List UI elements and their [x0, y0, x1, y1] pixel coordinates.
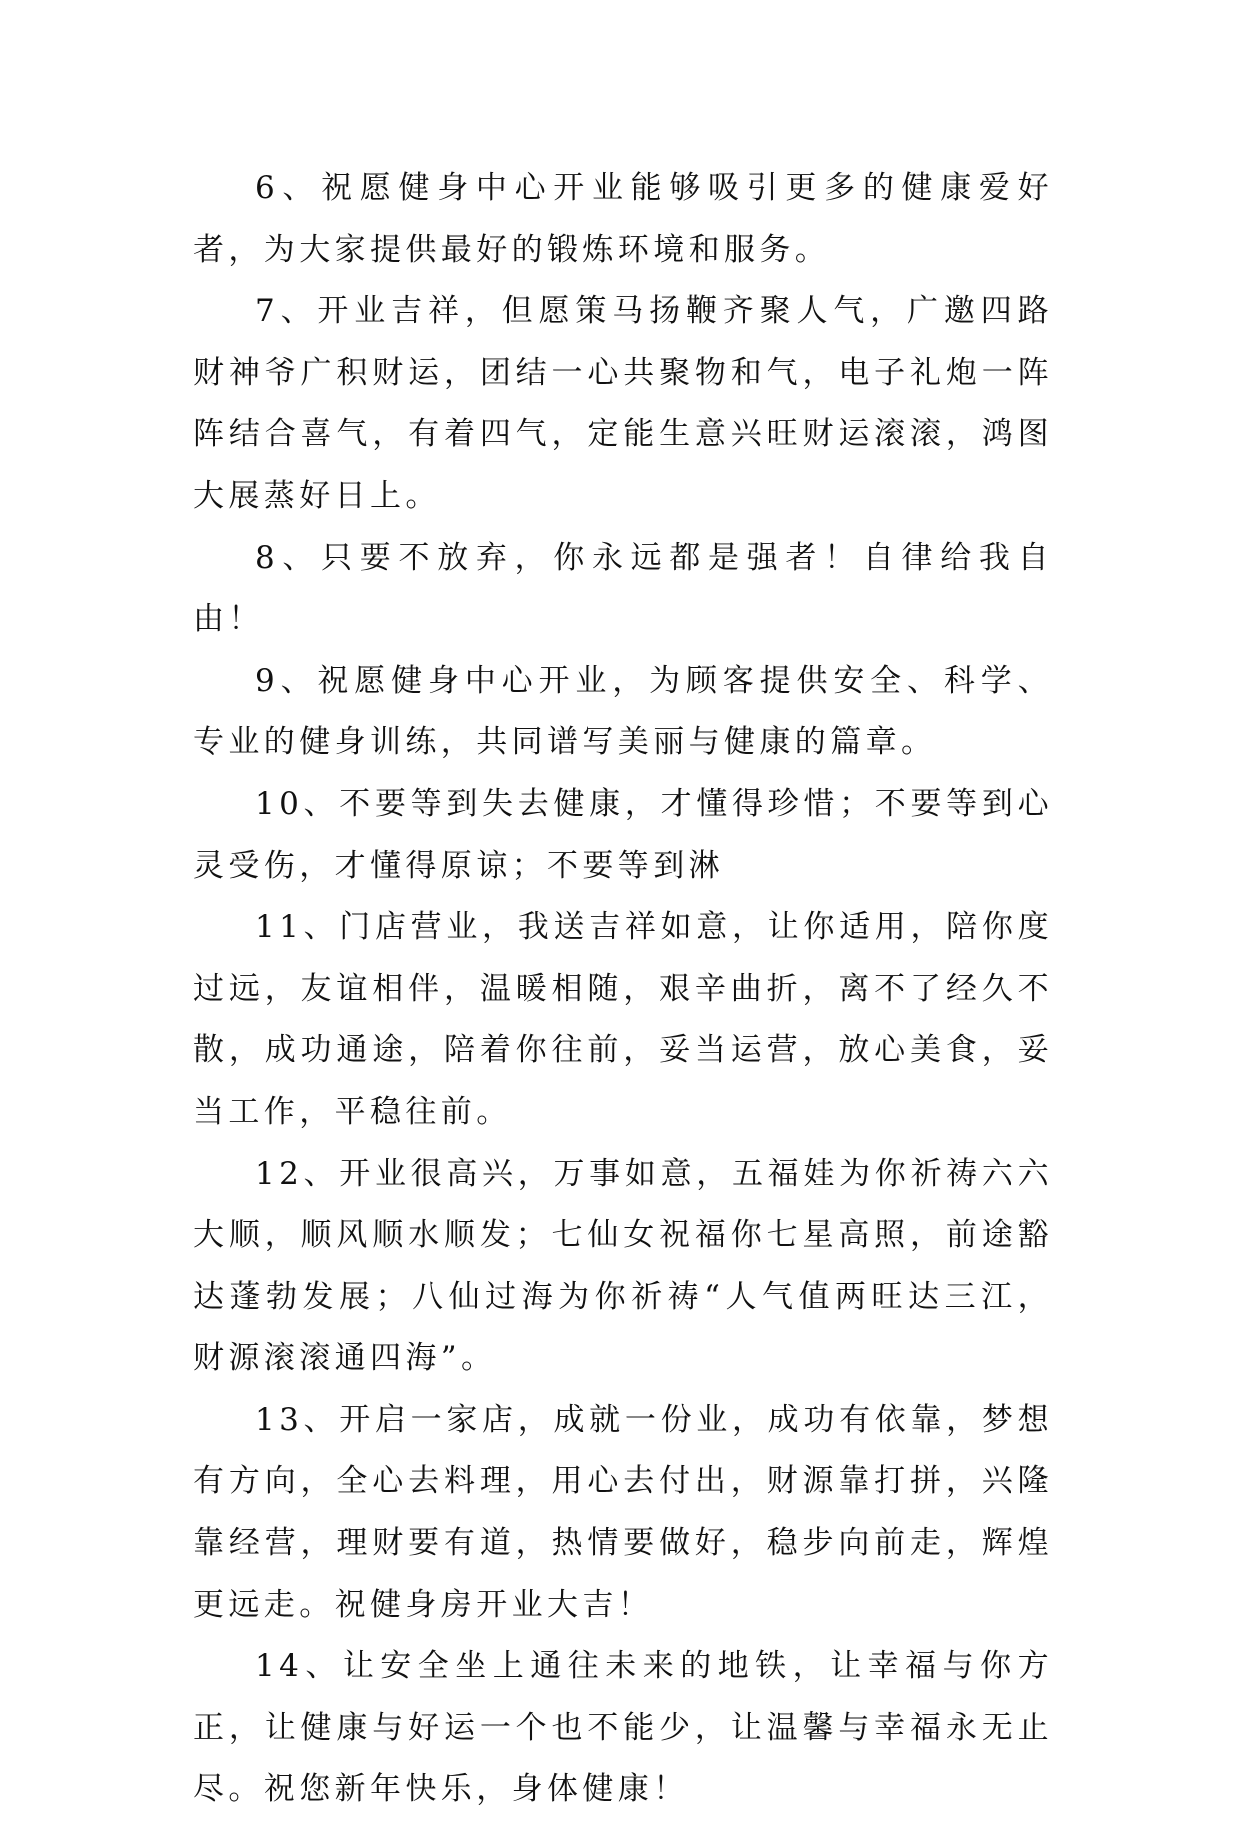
paragraph-6: 6、祝愿健身中心开业能够吸引更多的健康爱好者，为大家提供最好的锻炼环境和服务。: [193, 170, 1053, 268]
paragraph-13: 13、开启一家店，成就一份业，成功有依靠，梦想有方向，全心去料理，用心去付出，财源靠打拼，兴隆靠经营，理财要有道，热情要做好，稳步向前走，辉煌更远走。祝健身房开业大吉！: [193, 1401, 1053, 1623]
paragraph-12: 12、开业很高兴，万事如意，五福娃为你祈祷六六大顺，顺风顺水顺发；七仙女祝福你七星高照，前途豁达蓬勃发展；八仙过海为你祈祷“人气值两旺达三江，财源滚滚通四海”。: [193, 1155, 1053, 1377]
document-body: [193, 158, 1053, 1821]
paragraph-9: 9、祝愿健身中心开业，为顾客提供安全、科学、专业的健身训练，共同谱写美丽与健康的篇章。: [193, 662, 1053, 761]
paragraph-14: 14、让安全坐上通往未来的地铁，让幸福与你方正，让健康与好运一个也不能少，让温馨与幸福永无止尽。祝您新年快乐，身体健康！: [193, 1648, 1053, 1808]
paragraph-8: 8、只要不放弃，你永远都是强者！自律给我自由！: [193, 539, 1053, 638]
paragraph-7: 7、开业吉祥，但愿策马扬鞭齐聚人气，广邀四路财神爷广积财运，团结一心共聚物和气，电子礼炮一阵阵结合喜气，有着四气，定能生意兴旺财运滚滚，鸿图大展蒸好日上。: [193, 293, 1053, 514]
paragraph-10: 10、不要等到失去健康，才懂得珍惜；不要等到心灵受伤，才懂得原谅；不要等到淋: [193, 785, 1053, 884]
paragraph-11: 11、门店营业，我送吉祥如意，让你适用，陪你度过远，友谊相伴，温暖相随，艰辛曲折，离不了经久不散，成功通途，陪着你往前，妥当运营，放心美食，妥当工作，平稳往前。: [193, 909, 1053, 1130]
